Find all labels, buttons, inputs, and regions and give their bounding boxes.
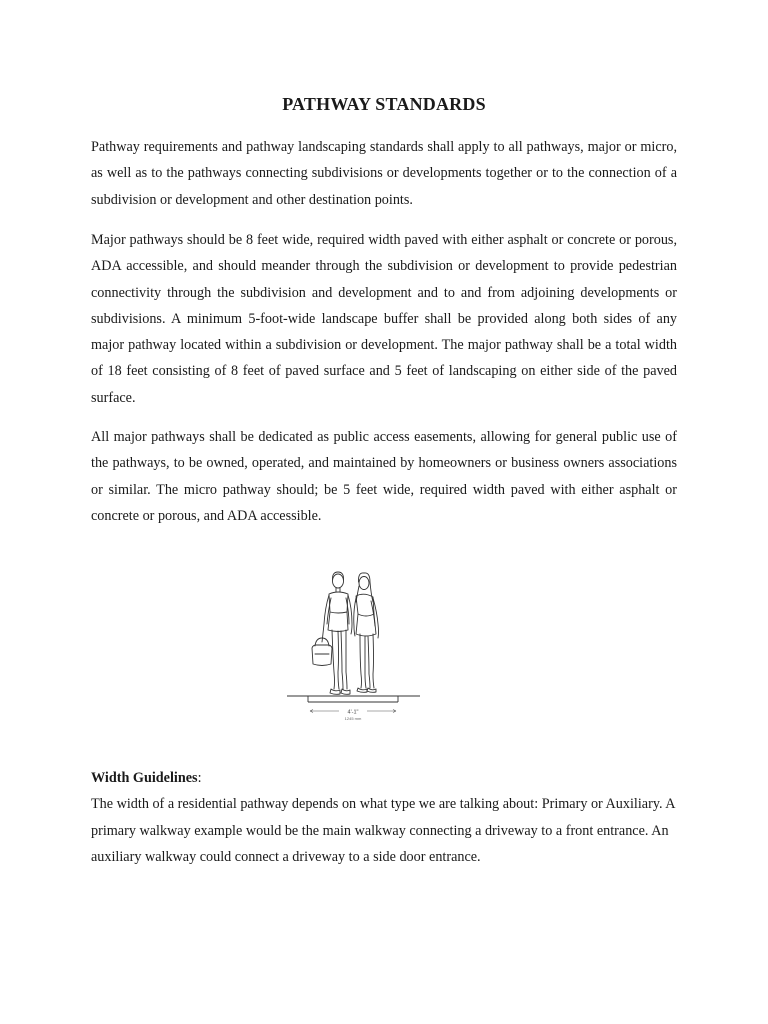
page-title: PATHWAY STANDARDS (282, 94, 486, 114)
width-guidelines-heading: Width Guidelines (91, 770, 198, 786)
dimension-label: 4'-1" (347, 709, 359, 716)
pedestrian-left-figure (312, 572, 352, 694)
ground-line (287, 696, 420, 702)
paragraph-public-access-easements: All major pathways shall be dedicated as public access easements, allowing for general public use of the pathways, to be owned, operated, and maintained by homeowners or business owners associations or similar. The micro pathway should; be 5 feet wide, required width paved with either asphalt or concrete or porous, and ADA accessible. (91, 429, 677, 524)
width-guidelines-section (91, 765, 691, 870)
width-guidelines-text: The width of a residential pathway depends on what type we are talking about: Primary or Auxiliary. A primary walkway example would be the main walkway connecting a driveway to a front entrance. An auxiliary walkway could connect a driveway to a side door entrance. (91, 796, 675, 865)
pedestrian-right-figure (354, 573, 379, 692)
pedestrians-figure (282, 568, 426, 728)
dimension-sublabel: 1245 mm (344, 716, 362, 721)
width-guidelines-heading-colon: : (197, 770, 202, 786)
paragraph-pathway-requirements: Pathway requirements and pathway landscaping standards shall apply to all pathways, major or micro, as well as to the pathways connecting subdivisions or developments together or to the connection of a subdivision or development and other destination points. (91, 139, 677, 208)
paragraph-major-pathways: Major pathways should be 8 feet wide, required width paved with either asphalt or concrete or porous, ADA accessible, and should meander through the subdivision or development to provide pedestrian connectivity through the subdivision and development and to and from adjoining developments or subdivisions. A minimum 5-foot-wide landscape buffer shall be provided along both sides of any major pathway located within a subdivision or development. The major pathway shall be a total width of 18 feet consisting of 8 feet of paved surface and 5 feet of landscaping on either side of the paved surface. (91, 232, 677, 406)
